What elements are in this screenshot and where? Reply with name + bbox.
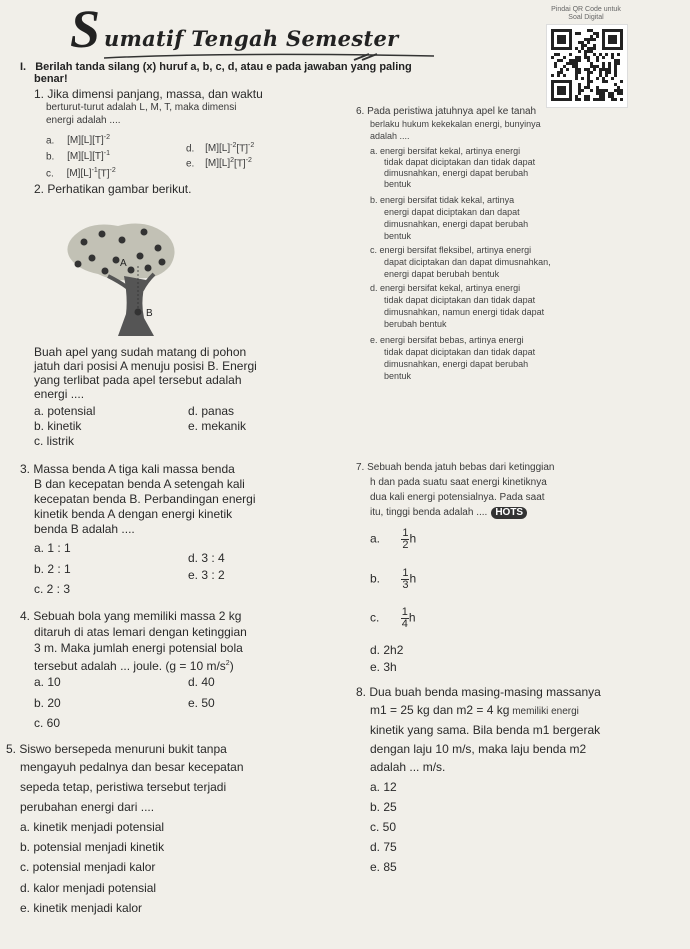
apple-tree-illustration bbox=[58, 218, 208, 338]
title-initial: S bbox=[70, 0, 101, 59]
q8-stem-text: memiliki energi bbox=[509, 706, 579, 717]
q4-option-c[interactable]: c. 60 bbox=[34, 716, 61, 730]
fraction-denominator: 4 bbox=[401, 618, 408, 630]
q6-option-e-line2: tidak dapat diciptakan dan tidak dapat bbox=[384, 347, 536, 357]
q1-option-b[interactable] bbox=[46, 148, 110, 163]
q8-stem-line3: kinetik yang sama. Bila benda m1 bergerak bbox=[370, 723, 601, 737]
option-text: [M][L][T] bbox=[67, 151, 104, 163]
q8-stem-line1: 8. Dua buah benda masing-masing massanya bbox=[356, 685, 601, 699]
q2-para-line1: Buah apel yang sudah matang di pohon bbox=[34, 345, 247, 359]
q2-para-line3: yang terlibat pada apel tersebut adalah bbox=[34, 373, 242, 387]
option-variable: h bbox=[408, 610, 416, 625]
q6-option-e-line3: dimusnahkan, energi dapat berubah bbox=[384, 359, 529, 369]
page-title: umatif Tengah Semester bbox=[104, 26, 399, 51]
option-fraction bbox=[401, 607, 409, 630]
q6-option-a-line1[interactable]: a. energi bersifat kekal, artinya energi bbox=[370, 146, 521, 156]
option-label: b. bbox=[370, 571, 381, 586]
point-b-label: B bbox=[146, 308, 153, 319]
q6-option-b-line4: bentuk bbox=[384, 231, 412, 241]
q6-option-d-line4: berubah bentuk bbox=[384, 319, 447, 329]
q7-stem-line4 bbox=[370, 507, 527, 519]
q7-option-a[interactable] bbox=[370, 528, 416, 551]
option-exponent: -2 bbox=[248, 142, 255, 149]
q5-option-a[interactable]: a. kinetik menjadi potensial bbox=[20, 820, 165, 834]
option-label: c. bbox=[370, 610, 380, 625]
q6-option-b-line2: energi dapat diciptakan dan dapat bbox=[384, 207, 520, 217]
q6-stem-line3: adalah .... bbox=[370, 131, 410, 141]
q7-option-c[interactable] bbox=[370, 607, 416, 630]
q3-option-d[interactable]: d. 3 : 4 bbox=[188, 551, 225, 565]
q4-option-e[interactable]: e. 50 bbox=[188, 696, 215, 710]
option-exponent: -2 bbox=[109, 167, 116, 174]
q7-stem-line1: 7. Sebuah benda jatuh bebas dari ketinggian bbox=[356, 462, 555, 473]
q4-stem-line3: 3 m. Maka jumlah energi potensial bola bbox=[34, 641, 243, 655]
option-text: [T] bbox=[234, 158, 246, 170]
q6-option-d-line2: tidak dapat diciptakan dan tidak dapat bbox=[384, 295, 536, 305]
q3-option-a[interactable]: a. 1 : 1 bbox=[34, 541, 71, 555]
fraction-denominator: 3 bbox=[402, 579, 409, 591]
option-exponent: -1 bbox=[91, 167, 98, 174]
q8-stem-line4: dengan laju 10 m/s, maka laju benda m2 bbox=[370, 742, 587, 756]
q7-option-d[interactable]: d. 2h2 bbox=[370, 643, 404, 657]
option-exponent: -2 bbox=[103, 134, 111, 141]
q1-option-d[interactable] bbox=[186, 140, 254, 155]
q3-stem-line1: 3. Massa benda A tiga kali massa benda bbox=[20, 462, 235, 476]
q5-option-e[interactable]: e. kinetik menjadi kalor bbox=[20, 901, 143, 915]
option-text: [M][L] bbox=[205, 143, 231, 155]
q8-masses: m1 = 25 kg dan m2 = 4 kg bbox=[370, 703, 510, 717]
q1-stem-line2: berturut-turut adalah L, M, T, maka dimensi bbox=[46, 102, 237, 113]
q1-stem-line1: 1. Jika dimensi panjang, massa, dan waktu bbox=[34, 87, 263, 101]
q6-option-e-line4: bentuk bbox=[384, 371, 412, 381]
q6-option-d-line3: dimusnahkan, namun energi tidak dapat bbox=[384, 307, 545, 317]
section-instruction-line2: benar! bbox=[34, 73, 68, 85]
q6-option-a-line4: bentuk bbox=[384, 179, 412, 189]
q5-stem-line4: perubahan energi dari .... bbox=[20, 800, 155, 814]
option-exponent: -2 bbox=[230, 142, 237, 149]
q4-stem-exponent: 2 bbox=[225, 660, 230, 667]
q2-stem-line1: 2. Perhatikan gambar berikut. bbox=[34, 182, 192, 196]
q6-option-e-line1[interactable]: e. energi bersifat bebas, artinya energi bbox=[370, 335, 524, 345]
q4-stem-line2: ditaruh di atas lemari dengan ketinggian bbox=[34, 625, 247, 639]
q3-stem-line4: kinetik benda A dengan energi kinetik bbox=[34, 507, 233, 521]
q5-option-b[interactable]: b. potensial menjadi kinetik bbox=[20, 840, 165, 854]
q4-stem-close: ) bbox=[229, 659, 234, 673]
option-text: [M][L] bbox=[66, 168, 92, 180]
qr-caption: Pindai QR Code untuk Soal Digital bbox=[551, 6, 621, 21]
option-exponent: -1 bbox=[103, 150, 111, 157]
q6-option-a-line3: dimusnahkan, energi dapat berubah bbox=[384, 168, 529, 178]
q1-option-e[interactable] bbox=[186, 155, 252, 170]
fraction-numerator: 1 bbox=[401, 606, 408, 618]
option-label: c. bbox=[46, 168, 54, 180]
q3-stem-line5: benda B adalah .... bbox=[34, 522, 135, 536]
q4-stem-line4 bbox=[34, 657, 234, 673]
option-label: e. bbox=[186, 158, 195, 170]
fraction-numerator: 1 bbox=[402, 567, 409, 579]
q2-option-b[interactable]: b. kinetik bbox=[34, 419, 82, 433]
q8-stem-line5: adalah ... m/s. bbox=[370, 760, 446, 774]
q4-option-a[interactable]: a. 10 bbox=[34, 675, 61, 689]
q3-option-e[interactable]: e. 3 : 2 bbox=[188, 568, 225, 582]
q4-stem-text: tersebut adalah ... joule. (g = 10 m/s bbox=[34, 659, 226, 673]
q5-stem-line1: 5. Siswo bersepeda menuruni bukit tanpa bbox=[6, 742, 227, 756]
q6-option-b-line3: dimusnahkan, energi dapat berubah bbox=[384, 219, 529, 229]
q2-para-line2: jatuh dari posisi A menuju posisi B. Energi bbox=[34, 359, 257, 373]
option-label: a. bbox=[46, 135, 55, 147]
q6-option-c-line2: dapat diciptakan dan dapat dimusnahkan, bbox=[384, 257, 551, 267]
q2-option-d[interactable]: d. panas bbox=[188, 404, 235, 418]
q4-option-b[interactable]: b. 20 bbox=[34, 696, 61, 710]
q5-option-c[interactable]: c. potensial menjadi kalor bbox=[20, 860, 156, 874]
point-a-label: A bbox=[120, 258, 127, 269]
option-label: a. bbox=[370, 531, 381, 546]
q3-option-c[interactable]: c. 2 : 3 bbox=[34, 582, 71, 596]
q8-option-b[interactable]: b. 25 bbox=[370, 800, 397, 814]
q7-stem-line3: dua kali energi potensialnya. Pada saat bbox=[370, 492, 545, 503]
option-text: [T] bbox=[97, 168, 110, 180]
option-text: [T] bbox=[236, 143, 249, 155]
q2-option-a[interactable]: a. potensial bbox=[34, 404, 96, 418]
q1-stem-line3: energi adalah .... bbox=[46, 115, 121, 126]
option-exponent: -2 bbox=[245, 157, 252, 164]
q1-option-c[interactable] bbox=[46, 165, 116, 180]
q5-stem-line3: sepeda tetap, peristiwa tersebut terjadi bbox=[20, 780, 227, 794]
q6-option-d-line1[interactable]: d. energi bersifat kekal, artinya energi bbox=[370, 283, 521, 293]
q3-stem-line2: B dan kecepatan benda A setengah kali bbox=[34, 477, 245, 491]
q7-stem-text: itu, tinggi benda adalah .... bbox=[370, 507, 488, 518]
q8-option-a[interactable]: a. 12 bbox=[370, 780, 397, 794]
q1-option-a[interactable] bbox=[46, 132, 110, 147]
q3-stem-line3: kecepatan benda B. Perbandingan energi bbox=[34, 492, 256, 506]
q2-para-line4: energi .... bbox=[34, 387, 85, 401]
option-label: d. bbox=[186, 143, 195, 155]
q3-option-b[interactable]: b. 2 : 1 bbox=[34, 562, 71, 576]
q4-stem-line1: 4. Sebuah bola yang memiliki massa 2 kg bbox=[20, 609, 242, 623]
option-variable: h bbox=[409, 531, 417, 546]
q5-stem-line2: mengayuh pedalnya dan besar kecepatan bbox=[20, 760, 244, 774]
q8-option-c[interactable]: c. 50 bbox=[370, 820, 397, 834]
q6-option-c-line3: energi dapat berubah bentuk bbox=[384, 269, 500, 279]
qr-code[interactable] bbox=[546, 24, 628, 108]
qr-code-pattern bbox=[551, 29, 623, 101]
hots-badge: HOTS bbox=[491, 507, 527, 519]
q6-stem-line2: berlaku hukum kekekalan energi, bunyinya bbox=[370, 119, 541, 129]
option-exponent: 2 bbox=[230, 157, 235, 164]
q2-option-e[interactable]: e. mekanik bbox=[188, 419, 247, 433]
q7-stem-line2: h dan pada suatu saat energi kinetiknya bbox=[370, 477, 547, 488]
q8-option-e[interactable]: e. 85 bbox=[370, 860, 397, 874]
q6-option-c-line1[interactable]: c. energi bersifat fleksibel, artinya energi bbox=[370, 245, 532, 255]
option-variable: h bbox=[409, 571, 417, 586]
fraction-denominator: 2 bbox=[402, 539, 409, 551]
q7-option-b[interactable] bbox=[370, 568, 416, 591]
option-label: b. bbox=[46, 151, 55, 163]
section-instruction bbox=[20, 62, 412, 73]
q6-option-a-line2: tidak dapat diciptakan dan tidak dapat bbox=[384, 157, 536, 167]
q5-option-d[interactable]: d. kalor menjadi potensial bbox=[20, 881, 157, 895]
q6-stem-line1: 6. Pada peristiwa jatuhnya apel ke tanah bbox=[356, 106, 537, 117]
section-instruction-line1: Berilah tanda silang (x) huruf a, b, c, d, atau e pada jawaban yang paling bbox=[35, 61, 412, 73]
q7-option-e[interactable]: e. 3h bbox=[370, 660, 397, 674]
option-text: [M][L][T] bbox=[67, 135, 104, 147]
q8-stem-line2 bbox=[370, 703, 579, 718]
q4-option-d[interactable]: d. 40 bbox=[188, 675, 215, 689]
fraction-numerator: 1 bbox=[402, 527, 409, 539]
q8-option-d[interactable]: d. 75 bbox=[370, 840, 397, 854]
q2-option-c[interactable]: c. listrik bbox=[34, 434, 74, 448]
q6-option-b-line1[interactable]: b. energi bersifat tidak kekal, artinya bbox=[370, 195, 515, 205]
option-text: [M][L] bbox=[205, 158, 231, 170]
section-number: I. bbox=[20, 61, 27, 73]
